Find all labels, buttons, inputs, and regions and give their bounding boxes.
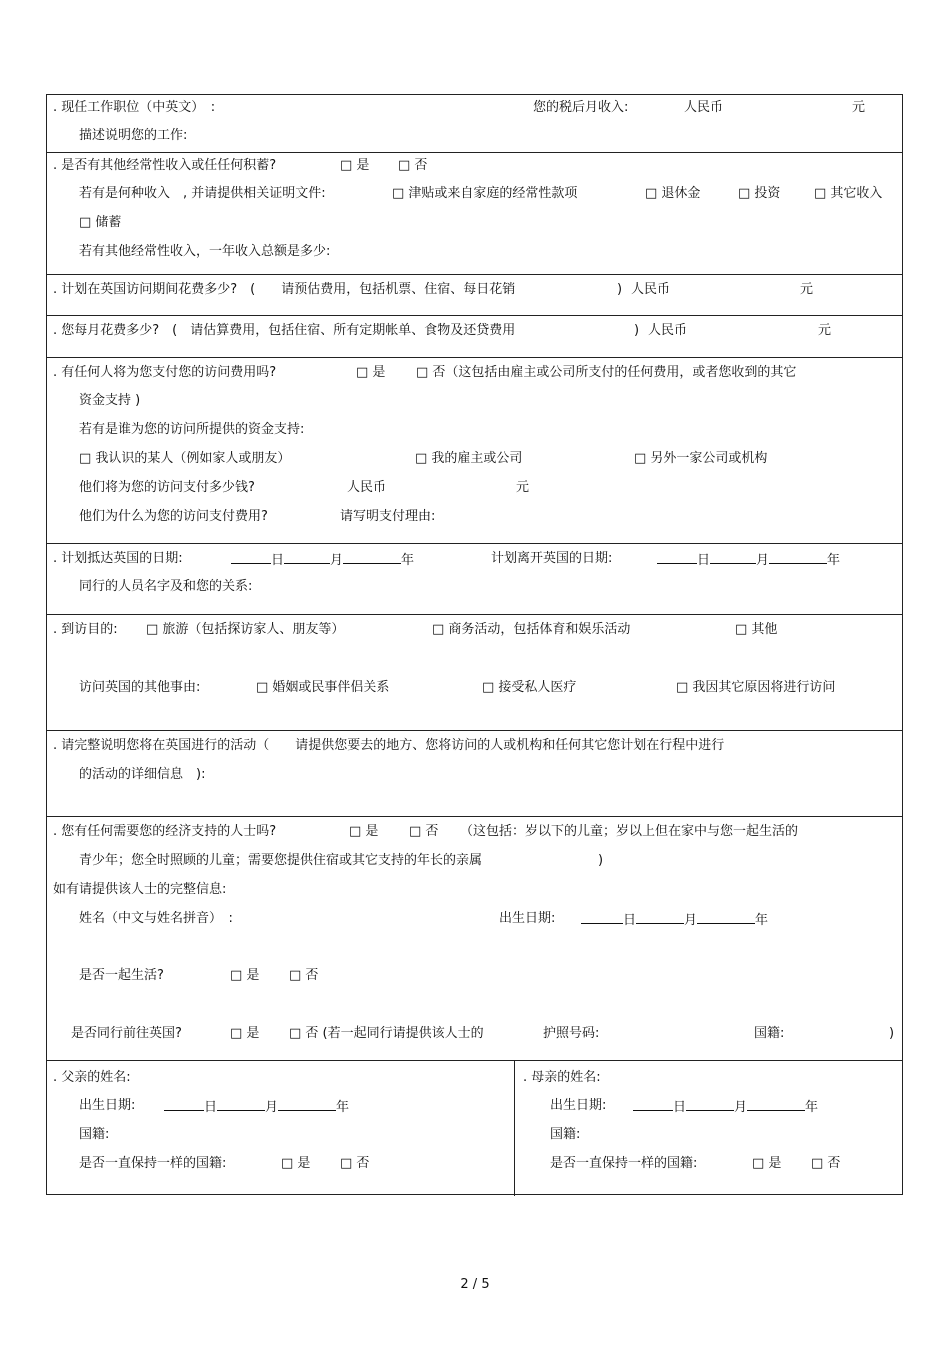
live-together-label: 是否一起生活? [79,968,164,983]
purpose-label: . 到访目的: [53,622,118,637]
trip-cost-question: . 计划在英国访问期间花费多少? ( 请预估费用，包括机票、住宿、每日花销 [53,282,516,297]
father-same-no-checkbox[interactable]: □ 否 [340,1156,370,1171]
dependent-dob-year: 年 [755,913,769,928]
father-same-nationality-label: 是否一直保持一样的国籍: [79,1156,227,1171]
pension-checkbox[interactable]: □ 退休金 [645,186,701,201]
parents-column-divider [514,1061,515,1196]
dependents-question: . 您有任何需要您的经济支持的人士吗? [53,824,277,839]
job-title-label: . 现任工作职位（中英文） : [53,100,216,115]
other-income-question: . 是否有其他经常性收入或任任何积蓄? [53,158,277,173]
sponsor-who-label: 若有是谁为您的访问所提供的资金支持: [79,422,305,437]
other-income-yes-checkbox[interactable]: □ 是 [340,158,370,173]
live-together-no-checkbox[interactable]: □ 否 [289,968,319,983]
other-income-no-checkbox[interactable]: □ 否 [398,158,428,173]
monthly-spend-question: . 您每月花费多少? ( 请估算费用，包括住宿、所有定期帐单、食物及还贷费用 [53,323,516,338]
annual-income-label: 若有其他经常性收入，一年收入总额是多少: [79,244,331,259]
income-unit: 元 [852,100,866,115]
mother-name-label: . 母亲的姓名: [523,1070,601,1085]
departure-month: 月 [756,553,770,568]
dependent-info-label: 如有请提供该人士的完整信息: [53,882,227,897]
dependents-no-checkbox[interactable]: □ 否 [409,824,439,839]
sponsor-reason-label: 请写明支付理由: [340,509,436,524]
mother-same-nationality-label: 是否一直保持一样的国籍: [550,1156,698,1171]
companions-label: 同行的人员名字及和您的关系: [79,579,253,594]
income-currency: 人民币 [684,100,724,115]
describe-job-label: 描述说明您的工作: [79,128,188,143]
arrival-date-field[interactable] [231,551,414,569]
trip-cost-close-paren: ) [617,282,623,297]
investment-checkbox[interactable]: □ 投资 [738,186,781,201]
arrival-year: 年 [401,553,415,568]
sponsor-amount-unit: 元 [516,480,530,495]
tourism-checkbox[interactable]: □ 旅游（包括探访家人、朋友等） [146,622,345,637]
trip-cost-currency: 人民币 [631,282,671,297]
mother-dob-field[interactable] [633,1098,818,1116]
section-sponsor [47,358,902,544]
dependent-dob-day: 日 [623,913,637,928]
allowance-checkbox[interactable]: □ 津贴或来自家庭的经常性款项 [392,186,578,201]
mother-same-yes-checkbox[interactable]: □ 是 [752,1156,782,1171]
father-same-yes-checkbox[interactable]: □ 是 [281,1156,311,1171]
dependent-dob-field[interactable] [581,911,768,929]
travel-together-yes-checkbox[interactable]: □ 是 [230,1026,260,1041]
sponsor-amount-label: 他们将为您的访问支付多少钱? [79,480,255,495]
activities-question: . 请完整说明您将在英国进行的活动（ 请提供您要去的地方、您将访问的人或机构和任何其它您计划在行程中进行 [53,738,725,753]
travel-together-no-checkbox[interactable]: □ 否 (若一起同行请提供该人士的 [289,1026,484,1041]
section-other-income [47,153,902,275]
live-together-yes-checkbox[interactable]: □ 是 [230,968,260,983]
other-income-checkbox[interactable]: □ 其它收入 [814,186,883,201]
father-dob-month: 月 [265,1100,279,1115]
page-number: 2 / 5 [460,1277,490,1292]
section-parents [47,1061,902,1196]
sponsor-employer-checkbox[interactable]: □ 我的雇主或公司 [415,451,523,466]
sponsor-question: . 有任何人将为您支付您的访问费用吗? [53,365,277,380]
father-nationality-label: 国籍: [79,1127,110,1142]
section-dates [47,544,902,615]
father-dob-year: 年 [336,1100,350,1115]
mother-same-no-checkbox[interactable]: □ 否 [811,1156,841,1171]
other-reasons-label: 访问英国的其他事由: [79,680,201,695]
dependent-dob-month: 月 [684,913,698,928]
mother-dob-month: 月 [734,1100,748,1115]
father-dob-label: 出生日期: [79,1098,136,1113]
income-kind-label: 若有是何种收入 , 并请提供相关证明文件: [79,186,326,201]
father-dob-field[interactable] [164,1098,349,1116]
sponsor-why-label: 他们为什么为您的访问支付费用? [79,509,268,524]
father-name-label: . 父亲的姓名: [53,1070,131,1085]
section-monthly-spend [47,316,902,358]
section-activities [47,731,902,817]
income-label: 您的税后月收入: [533,100,629,115]
other-reason-checkbox[interactable]: □ 我因其它原因将进行访问 [676,680,836,695]
departure-date-field[interactable] [657,551,840,569]
monthly-spend-close-paren: ) [634,323,640,338]
purpose-other-checkbox[interactable]: □ 其他 [735,622,778,637]
departure-year: 年 [827,553,841,568]
marriage-checkbox[interactable]: □ 婚姻或民事伴侣关系 [256,680,390,695]
dependents-yes-checkbox[interactable]: □ 是 [349,824,379,839]
departure-day: 日 [697,553,711,568]
dependents-note: （这包括：岁以下的儿童；岁以上但在家中与您一起生活的 [460,824,799,839]
sponsor-org-checkbox[interactable]: □ 另外一家公司或机构 [634,451,768,466]
sponsor-amount-currency: 人民币 [347,480,387,495]
monthly-spend-currency: 人民币 [648,323,688,338]
father-dob-day: 日 [204,1100,218,1115]
arrival-date-label: . 计划抵达英国的日期: [53,551,183,566]
dependent-nationality-label: 国籍: [754,1026,785,1041]
section-purpose [47,615,902,731]
activities-question-cont: 的活动的详细信息 ): [79,767,206,782]
medical-checkbox[interactable]: □ 接受私人医疗 [482,680,577,695]
mother-dob-label: 出生日期: [550,1098,607,1113]
trip-cost-unit: 元 [800,282,814,297]
travel-close-paren: ) [889,1026,895,1041]
departure-date-label: 计划离开英国的日期: [491,551,613,566]
section-employment [47,95,902,153]
savings-checkbox[interactable]: □ 储蓄 [79,215,122,230]
arrival-day: 日 [271,553,285,568]
business-checkbox[interactable]: □ 商务活动，包括体育和娱乐活动 [432,622,631,637]
sponsor-person-checkbox[interactable]: □ 我认识的某人（例如家人或朋友） [79,451,291,466]
dependent-dob-label: 出生日期: [499,911,556,926]
section-dependents [47,817,902,1061]
mother-dob-day: 日 [673,1100,687,1115]
arrival-month: 月 [330,553,344,568]
dependent-name-label: 姓名（中文与姓名拼音） : [79,911,233,926]
application-form [46,94,903,1195]
sponsor-yes-checkbox[interactable]: □ 是 [356,365,386,380]
sponsor-question-cont: 资金支持 ) [79,393,141,408]
sponsor-no-checkbox[interactable]: □ 否（这包括由雇主或公司所支付的任何费用，或者您收到的其它 [416,365,797,380]
dependents-note-cont: 青少年；您全时照顾的儿童；需要您提供住宿或其它支持的年长的亲属 [79,853,483,868]
monthly-spend-unit: 元 [818,323,832,338]
travel-together-label: 是否同行前往英国? [71,1026,182,1041]
section-trip-cost [47,275,902,316]
mother-nationality-label: 国籍: [550,1127,581,1142]
mother-dob-year: 年 [805,1100,819,1115]
dependents-note-close: ) [598,853,604,868]
passport-number-label: 护照号码: [543,1026,600,1041]
